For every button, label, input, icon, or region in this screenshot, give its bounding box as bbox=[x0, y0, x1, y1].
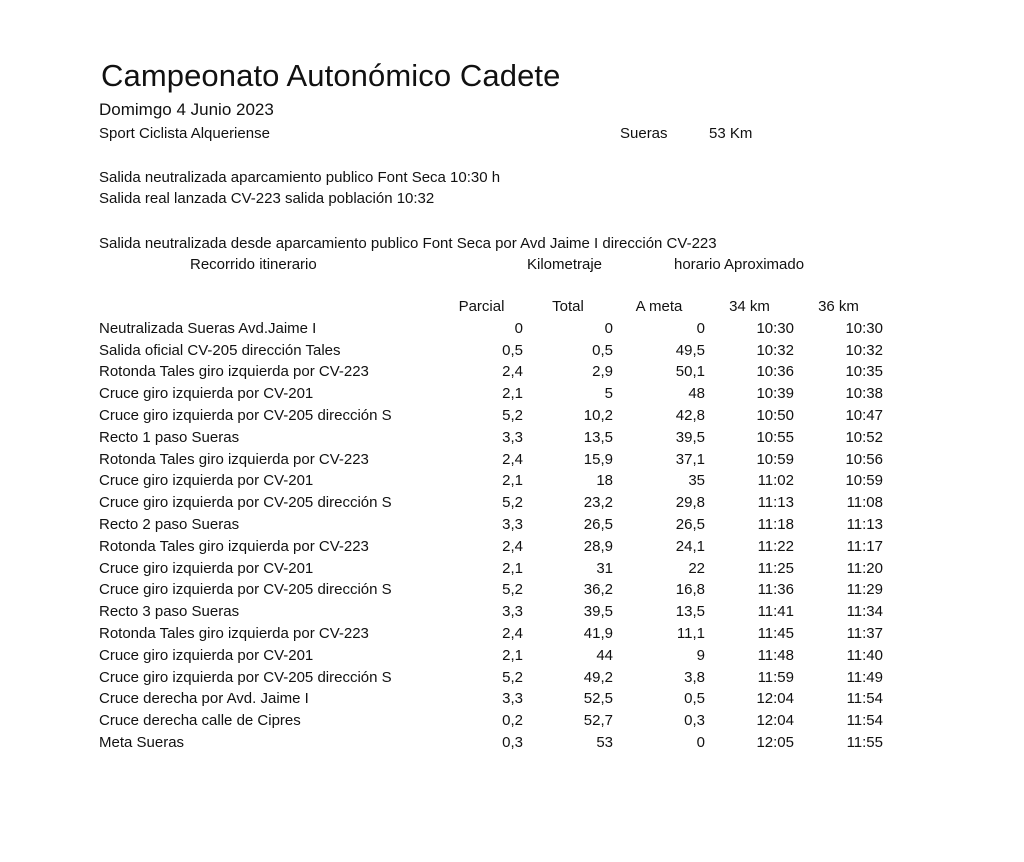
cell-itinerary bbox=[99, 710, 440, 732]
col-header-total: Total bbox=[552, 298, 584, 315]
neutral-start-info: Salida neutralizada aparcamiento publico Font Seca 10:30 h bbox=[99, 169, 501, 186]
cell-parcial: 0,2 bbox=[502, 712, 523, 730]
cell-time-34km: 10:50 bbox=[756, 406, 794, 424]
cell-parcial: 3,3 bbox=[502, 690, 523, 708]
cell-time-36km: 11:49 bbox=[846, 668, 883, 686]
section-schedule-heading: horario Aproximado bbox=[674, 256, 805, 273]
table-row bbox=[99, 361, 883, 383]
cell-itinerary bbox=[99, 470, 440, 492]
cell-a-meta: 13,5 bbox=[675, 603, 705, 621]
itinerary-text: Cruce giro izquierda por CV-201 bbox=[99, 559, 314, 577]
cell-total: 44 bbox=[596, 646, 613, 664]
cell-time-34km: 10:55 bbox=[756, 428, 794, 446]
cell-parcial: 2,1 bbox=[502, 559, 523, 577]
organizer-club: Sport Ciclista Alqueriense bbox=[99, 125, 270, 142]
cell-time-34km: 11:48 bbox=[757, 646, 794, 664]
table-row bbox=[99, 318, 883, 340]
race-distance: 53 Km bbox=[709, 125, 753, 142]
cell-a-meta: 37,1 bbox=[675, 450, 705, 468]
cell-itinerary bbox=[99, 492, 440, 514]
neutral-route-info: Salida neutralizada desde aparcamiento publico Font Seca por Avd Jaime I dirección CV-223 bbox=[99, 235, 717, 252]
cell-total: 52,7 bbox=[583, 712, 613, 730]
cell-time-36km: 11:55 bbox=[846, 733, 883, 751]
cell-time-34km: 11:41 bbox=[757, 603, 794, 621]
cell-time-36km: 10:30 bbox=[845, 319, 883, 337]
cell-parcial: 2,4 bbox=[502, 363, 523, 381]
cell-total: 5 bbox=[604, 385, 613, 403]
cell-a-meta: 48 bbox=[688, 385, 705, 403]
cell-time-34km: 11:22 bbox=[757, 537, 794, 555]
col-header-a-meta: A meta bbox=[635, 298, 683, 315]
cell-total: 23,2 bbox=[583, 494, 613, 512]
cell-itinerary bbox=[99, 340, 440, 362]
cell-time-36km: 10:47 bbox=[845, 406, 883, 424]
cell-parcial: 5,2 bbox=[502, 581, 523, 599]
cell-itinerary bbox=[99, 579, 440, 601]
table-row bbox=[99, 558, 883, 580]
cell-total: 0 bbox=[604, 319, 613, 337]
cell-total: 18 bbox=[596, 472, 613, 490]
cell-total: 49,2 bbox=[583, 668, 613, 686]
cell-time-36km: 11:54 bbox=[846, 690, 883, 708]
itinerary-text: Rotonda Tales giro izquierda por CV-223 bbox=[99, 450, 369, 468]
itinerary-text: Cruce giro izquierda por CV-205 dirección S bbox=[99, 494, 392, 512]
cell-parcial: 5,2 bbox=[502, 406, 523, 424]
cell-a-meta: 22 bbox=[688, 559, 705, 577]
cell-parcial: 0 bbox=[514, 319, 523, 337]
itinerary-text: Recto 3 paso Sueras bbox=[99, 603, 240, 621]
cell-itinerary bbox=[99, 318, 440, 340]
col-header-itinerary bbox=[99, 296, 440, 318]
cell-time-36km: 10:59 bbox=[845, 472, 883, 490]
cell-total: 31 bbox=[596, 559, 613, 577]
table-row bbox=[99, 688, 883, 710]
cell-a-meta: 35 bbox=[688, 472, 705, 490]
cell-time-34km: 11:13 bbox=[757, 494, 794, 512]
cell-time-36km: 10:35 bbox=[845, 363, 883, 381]
cell-itinerary bbox=[99, 449, 440, 471]
itinerary-text: Cruce giro izquierda por CV-205 dirección S bbox=[99, 668, 392, 686]
table-row bbox=[99, 492, 883, 514]
cell-time-36km: 10:52 bbox=[845, 428, 883, 446]
itinerary-text: Cruce giro izquierda por CV-205 dirección S bbox=[99, 581, 392, 599]
event-town: Sueras bbox=[620, 125, 668, 142]
table-row bbox=[99, 710, 883, 732]
itinerary-text: Cruce derecha por Avd. Jaime I bbox=[99, 690, 309, 708]
route-table bbox=[99, 296, 883, 754]
cell-time-36km: 10:38 bbox=[845, 385, 883, 403]
cell-time-34km: 12:05 bbox=[756, 733, 794, 751]
cell-itinerary bbox=[99, 427, 440, 449]
cell-time-34km: 11:02 bbox=[757, 472, 794, 490]
cell-parcial: 2,4 bbox=[502, 624, 523, 642]
cell-a-meta: 16,8 bbox=[675, 581, 705, 599]
cell-itinerary bbox=[99, 514, 440, 536]
cell-time-36km: 11:34 bbox=[846, 603, 883, 621]
table-row bbox=[99, 601, 883, 623]
route-table-body bbox=[99, 318, 883, 754]
table-row bbox=[99, 667, 883, 689]
cell-time-36km: 10:32 bbox=[845, 341, 883, 359]
cell-time-34km: 10:36 bbox=[756, 363, 794, 381]
cell-time-36km: 11:40 bbox=[846, 646, 883, 664]
cell-parcial: 3,3 bbox=[502, 515, 523, 533]
itinerary-text: Meta Sueras bbox=[99, 733, 185, 751]
cell-itinerary bbox=[99, 667, 440, 689]
cell-time-36km: 11:08 bbox=[846, 494, 883, 512]
cell-time-36km: 11:54 bbox=[846, 712, 883, 730]
cell-parcial: 2,1 bbox=[502, 472, 523, 490]
table-row bbox=[99, 623, 883, 645]
table-row bbox=[99, 405, 883, 427]
cell-time-34km: 11:59 bbox=[757, 668, 794, 686]
itinerary-text: Recto 1 paso Sueras bbox=[99, 428, 240, 446]
cell-parcial: 0,3 bbox=[502, 733, 523, 751]
cell-parcial: 3,3 bbox=[502, 603, 523, 621]
cell-time-34km: 10:39 bbox=[756, 385, 794, 403]
cell-time-34km: 10:32 bbox=[756, 341, 794, 359]
cell-itinerary bbox=[99, 688, 440, 710]
cell-time-36km: 10:56 bbox=[845, 450, 883, 468]
table-row bbox=[99, 449, 883, 471]
page-title: Campeonato Autonómico Cadete bbox=[101, 58, 561, 93]
cell-parcial: 0,5 bbox=[502, 341, 523, 359]
cell-total: 28,9 bbox=[583, 537, 613, 555]
cell-itinerary bbox=[99, 361, 440, 383]
itinerary-text: Neutralizada Sueras Avd.Jaime I bbox=[99, 319, 317, 337]
cell-itinerary bbox=[99, 732, 440, 754]
cell-parcial: 2,4 bbox=[502, 450, 523, 468]
cell-parcial: 5,2 bbox=[502, 668, 523, 686]
cell-total: 15,9 bbox=[583, 450, 613, 468]
cell-a-meta: 39,5 bbox=[675, 428, 705, 446]
cell-time-34km: 11:45 bbox=[757, 624, 794, 642]
cell-time-34km: 12:04 bbox=[756, 712, 794, 730]
cell-itinerary bbox=[99, 558, 440, 580]
itinerary-text: Recto 2 paso Sueras bbox=[99, 515, 240, 533]
cell-time-34km: 10:59 bbox=[756, 450, 794, 468]
cell-time-36km: 11:13 bbox=[846, 515, 883, 533]
itinerary-text: Rotonda Tales giro izquierda por CV-223 bbox=[99, 537, 369, 555]
itinerary-text: Salida oficial CV-205 dirección Tales bbox=[99, 341, 341, 359]
real-start-info: Salida real lanzada CV-223 salida población 10:32 bbox=[99, 190, 435, 207]
table-row bbox=[99, 732, 883, 754]
event-date: Domimgo 4 Junio 2023 bbox=[99, 100, 274, 119]
cell-a-meta: 0,5 bbox=[684, 690, 705, 708]
cell-a-meta: 0 bbox=[696, 733, 705, 751]
cell-total: 13,5 bbox=[583, 428, 613, 446]
cell-a-meta: 0,3 bbox=[684, 712, 705, 730]
cell-total: 0,5 bbox=[592, 341, 613, 359]
itinerary-text: Cruce giro izquierda por CV-201 bbox=[99, 646, 314, 664]
col-header-34km: 34 km bbox=[729, 298, 770, 315]
cell-a-meta: 11,1 bbox=[676, 624, 705, 642]
cell-parcial: 2,1 bbox=[502, 385, 523, 403]
table-row bbox=[99, 536, 883, 558]
cell-itinerary bbox=[99, 645, 440, 667]
table-row bbox=[99, 645, 883, 667]
cell-total: 39,5 bbox=[583, 603, 613, 621]
cell-a-meta: 50,1 bbox=[675, 363, 705, 381]
cell-time-36km: 11:29 bbox=[846, 581, 883, 599]
col-header-36km: 36 km bbox=[818, 298, 859, 315]
cell-a-meta: 0 bbox=[696, 319, 705, 337]
itinerary-text: Cruce giro izquierda por CV-205 dirección S bbox=[99, 406, 392, 424]
table-row bbox=[99, 579, 883, 601]
section-route-heading: Recorrido itinerario bbox=[190, 256, 317, 273]
cell-total: 41,9 bbox=[583, 624, 613, 642]
cell-total: 2,9 bbox=[592, 363, 613, 381]
cell-time-34km: 10:30 bbox=[756, 319, 794, 337]
cell-parcial: 2,1 bbox=[502, 646, 523, 664]
table-row bbox=[99, 383, 883, 405]
cell-total: 10,2 bbox=[583, 406, 613, 424]
cell-a-meta: 49,5 bbox=[675, 341, 705, 359]
itinerary-text: Rotonda Tales giro izquierda por CV-223 bbox=[99, 624, 369, 642]
cell-time-34km: 12:04 bbox=[756, 690, 794, 708]
cell-itinerary bbox=[99, 536, 440, 558]
cell-a-meta: 24,1 bbox=[675, 537, 705, 555]
cell-itinerary bbox=[99, 383, 440, 405]
cell-time-36km: 11:20 bbox=[846, 559, 883, 577]
cell-parcial: 2,4 bbox=[502, 537, 523, 555]
cell-parcial: 3,3 bbox=[502, 428, 523, 446]
cell-total: 52,5 bbox=[583, 690, 613, 708]
cell-time-34km: 11:36 bbox=[757, 581, 794, 599]
cell-itinerary bbox=[99, 601, 440, 623]
itinerary-text: Cruce derecha calle de Cipres bbox=[99, 712, 301, 730]
cell-time-36km: 11:17 bbox=[846, 537, 883, 555]
col-header-parcial: Parcial bbox=[458, 298, 505, 315]
cell-time-34km: 11:25 bbox=[757, 559, 794, 577]
cell-a-meta: 42,8 bbox=[675, 406, 705, 424]
table-row bbox=[99, 427, 883, 449]
cell-a-meta: 29,8 bbox=[675, 494, 705, 512]
cell-total: 26,5 bbox=[583, 515, 613, 533]
cell-a-meta: 9 bbox=[696, 646, 705, 664]
cell-time-36km: 11:37 bbox=[846, 624, 883, 642]
table-row bbox=[99, 514, 883, 536]
cell-itinerary bbox=[99, 405, 440, 427]
table-row bbox=[99, 340, 883, 362]
cell-total: 53 bbox=[596, 733, 613, 751]
cell-a-meta: 3,8 bbox=[684, 668, 705, 686]
table-header-row bbox=[99, 296, 883, 318]
itinerary-text: Cruce giro izquierda por CV-201 bbox=[99, 385, 314, 403]
section-km-heading: Kilometraje bbox=[527, 256, 603, 273]
cell-total: 36,2 bbox=[583, 581, 613, 599]
table-row bbox=[99, 470, 883, 492]
itinerary-text: Cruce giro izquierda por CV-201 bbox=[99, 472, 314, 490]
cell-parcial: 5,2 bbox=[502, 494, 523, 512]
itinerary-text: Rotonda Tales giro izquierda por CV-223 bbox=[99, 363, 369, 381]
cell-a-meta: 26,5 bbox=[675, 515, 705, 533]
cell-time-34km: 11:18 bbox=[757, 515, 794, 533]
cell-itinerary bbox=[99, 623, 440, 645]
